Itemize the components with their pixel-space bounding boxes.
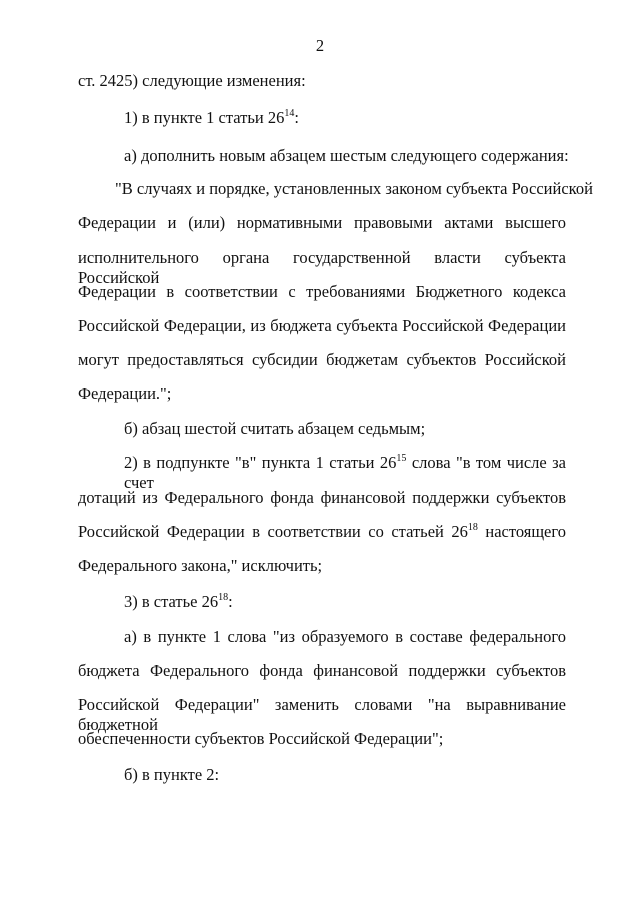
item-1-heading: 1) в пункте 1 статьи $26^{14}$: xyxy=(124,108,299,127)
superscript: 14 xyxy=(284,108,295,119)
quote-line: Российской Федерации, из бюджета субъекта Российской Федерации xyxy=(78,316,566,335)
text-line: ст. 2425) следующие изменения: xyxy=(78,71,306,90)
superscript: 15 xyxy=(396,453,407,464)
text-line: дотаций из Федерального фонда финансовой поддержки субъектов xyxy=(78,488,566,507)
text-line: а) в пункте 1 слова "из образуемого в составе федерального xyxy=(124,627,566,646)
item-2-heading: 2) в подпункте "в" пункта 1 статьи $26^{15}$ слова "в том числе за счет xyxy=(124,453,567,492)
quote-line: исполнительного органа государственной власти субъекта Российской xyxy=(78,248,566,287)
quote-line: Федерации в соответствии с требованиями Бюджетного кодекса xyxy=(78,282,566,301)
text-line: Российской Федерации" заменить словами "на выравнивание бюджетной xyxy=(78,695,566,734)
text-line: бюджета Федерального фонда финансовой поддержки субъектов xyxy=(78,661,566,680)
superscript: 18 xyxy=(218,592,229,603)
superscript: 18 xyxy=(467,522,478,533)
text-line: обеспеченности субъектов Российской Федерации"; xyxy=(78,729,444,748)
quote-line: "В случаях и порядке, установленных законом субъекта Российской xyxy=(115,179,593,198)
text-line: б) в пункте 2: xyxy=(124,765,220,784)
text-line: б) абзац шестой считать абзацем седьмым; xyxy=(124,419,426,438)
item-3-heading: 3) в статье $26^{18}$: xyxy=(124,592,233,611)
quote-line: могут предоставляться субсидии бюджетам субъектов Российской xyxy=(78,350,566,369)
page-number: 2 xyxy=(315,36,325,55)
quote-line: Федерации и (или) нормативными правовыми актами высшего xyxy=(78,213,566,232)
quote-line: Федерации."; xyxy=(78,384,172,403)
text-line: а) дополнить новым абзацем шестым следующего содержания: xyxy=(124,146,569,165)
text-line: Российской Федерации в соответствии со статьей $26^{18}$ настоящего xyxy=(78,522,566,541)
text-line: Федерального закона," исключить; xyxy=(78,556,323,575)
